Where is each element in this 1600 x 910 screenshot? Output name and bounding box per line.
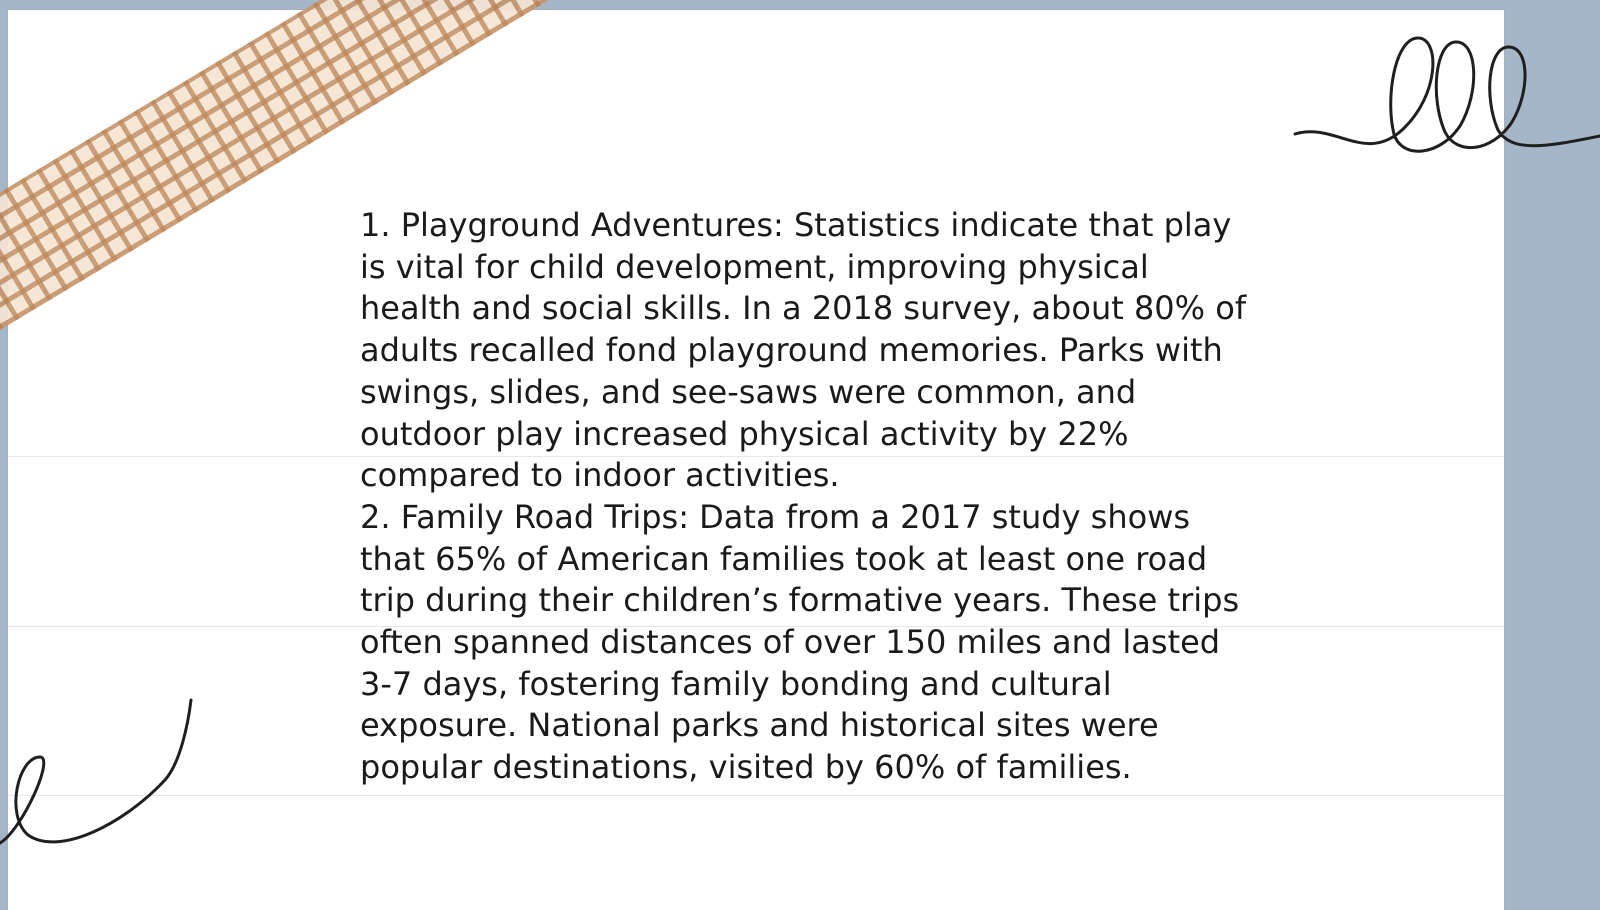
ruled-line [8, 795, 1504, 796]
paragraph-family-road-trips: 2. Family Road Trips: Data from a 2017 study shows that 65% of American families took at least one road trip during their children’s formative years. These trips often spanned distances of over 150 miles and lasted 3-7 days, fostering family bonding and cultural exposure. National parks and historical sites were popular destinations, visited by 60% of families. [360, 497, 1240, 787]
paragraph-playground-adventures: 1. Playground Adventures: Statistics indicate that play is vital for child development, improving physical health and social skills. In a 2018 survey, about 80% of adults recalled fond playground memories. Parks with swings, slides, and see-saws were common, and outdoor play increased physical activity by 22% compared to indoor activities. [360, 206, 1247, 495]
swirl-doodle-bottom-left [0, 695, 200, 865]
swirl-doodle-top-right [1290, 30, 1600, 170]
slide-body-text [360, 205, 1260, 789]
